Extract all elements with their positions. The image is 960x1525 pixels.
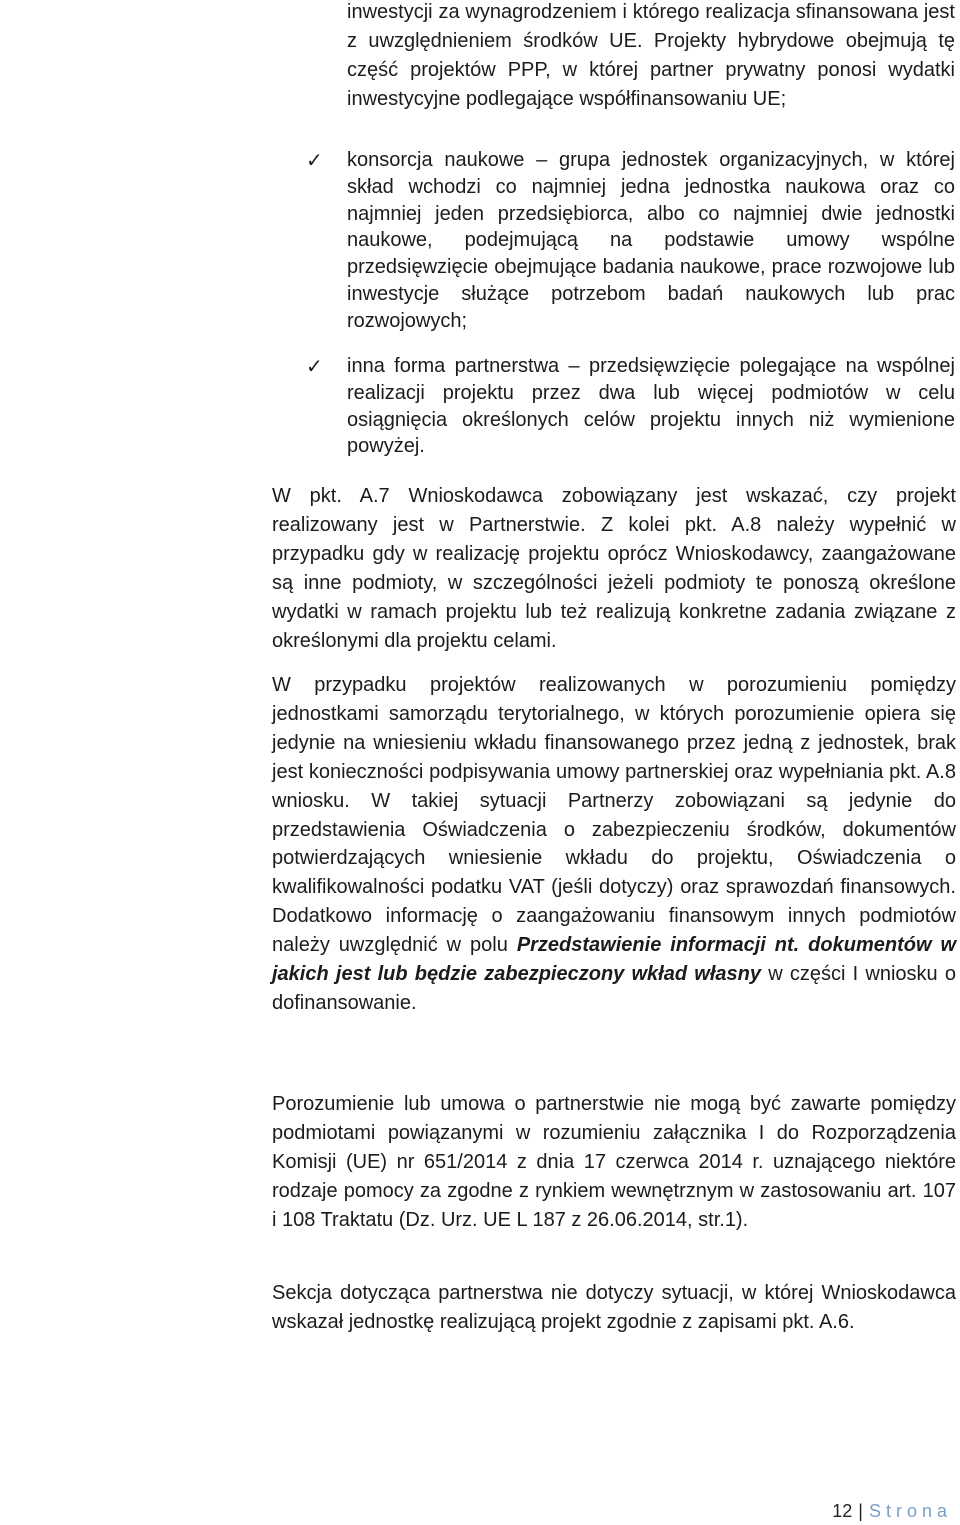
paragraph-related-entities: Porozumienie lub umowa o partnerstwie nie mogą być zawarte pomiędzy podmiotami powiązanymi w rozumieniu załącznika I do Rozporządzenia Komisji (UE) nr 651/2014 z dnia 17 czerwca 2014 r. uznającego niektóre rodzaje pomocy za zgodne z rynkiem wewnętrznym w zastosowaniu art. 107 i 108 Traktatu (Dz. Urz. UE L 187 z 26.06.2014, str.1). [272,1093,956,1231]
footer-page-label: Strona [868,1501,952,1521]
bullet-item-consortium [306,147,955,335]
paragraph-text: w części I wniosku o dofinansowanie. [272,963,956,1014]
page-footer [832,1499,952,1523]
check-icon: ✓ [306,354,323,378]
paragraph-text: W przypadku projektów realizowanych w porozumieniu pomiędzy jednostkami samorządu terytorialnego, w których porozumienie opiera się jedynie na wniesieniu wkładu finansowanego przez jedną z jednostek, brak jest konieczności podpisywania umowy partnerskiej oraz wypełniania pkt. A.8 wniosku. W takiej sytuacji Partnerzy zobowiązani są jedynie do przedstawienia Oświadczenia o zabezpieczeniu środków, dokumentów potwierdzających wniesienie wkładu do projektu, Oświadczenia o kwalifikowalności podatku VAT (jeśli dotyczy) oraz sprawozdań finansowych. Dodatkowo informację o zaangażowaniu finansowym innych podmiotów należy uwzględnić w polu [272,674,956,957]
continuation-paragraph: inwestycji za wynagrodzeniem i którego realizacja sfinansowana jest z uwzględnieniem środków UE. Projekty hybrydowe obejmują tę część projektów PPP, w której partner prywatny ponosi wydatki inwestycyjne podlegające współfinansowaniu UE; [347,1,955,110]
bullet-text: inna forma partnerstwa – przedsięwzięcie polegające na wspólnej realizacji projektu przez dwa lub więcej podmiotów w celu osiągnięcia określonych celów projektu innych niż wymienione powyżej. [347,355,955,458]
bullet-text: konsorcja naukowe – grupa jednostek organizacyjnych, w której skład wchodzi co najmniej jedna jednostka naukowa oraz co najmniej jeden przedsiębiorca, albo co najmniej dwie jednostki naukowe, podejmującą na podstawie umowy wspólne przedsięwzięcie obejmujące badania naukowe, prace rozwojowe lub inwestycje służące potrzebom badań naukowych lub prac rozwojowych; [347,149,955,332]
page-number: 12 [832,1501,853,1521]
check-icon: ✓ [306,148,323,172]
footer-separator: | [858,1501,863,1521]
paragraph-section-scope: Sekcja dotycząca partnerstwa nie dotyczy sytuacji, w której Wnioskodawca wskazał jednostkę realizującą projekt zgodnie z zapisami pkt. A.6. [272,1282,956,1333]
paragraph-a7-a8: W pkt. A.7 Wnioskodawca zobowiązany jest wskazać, czy projekt realizowany jest w Partnerstwie. Z kolei pkt. A.8 należy wypełnić w przypadku gdy w realizację projektu oprócz Wnioskodawcy, zaangażowane są inne podmioty, w szczególności jeżeli podmioty te ponoszą określone wydatki w ramach projektu lub też realizują konkretne zadania związane z określonymi dla projektu celami. [272,485,956,652]
emphasized-field-name: Przedstawienie informacji nt. dokumentów w jakich jest lub będzie zabezpieczony wkład własny [272,934,956,986]
bullet-item-other-partnership [306,353,955,460]
paragraph-local-government [272,671,956,1018]
